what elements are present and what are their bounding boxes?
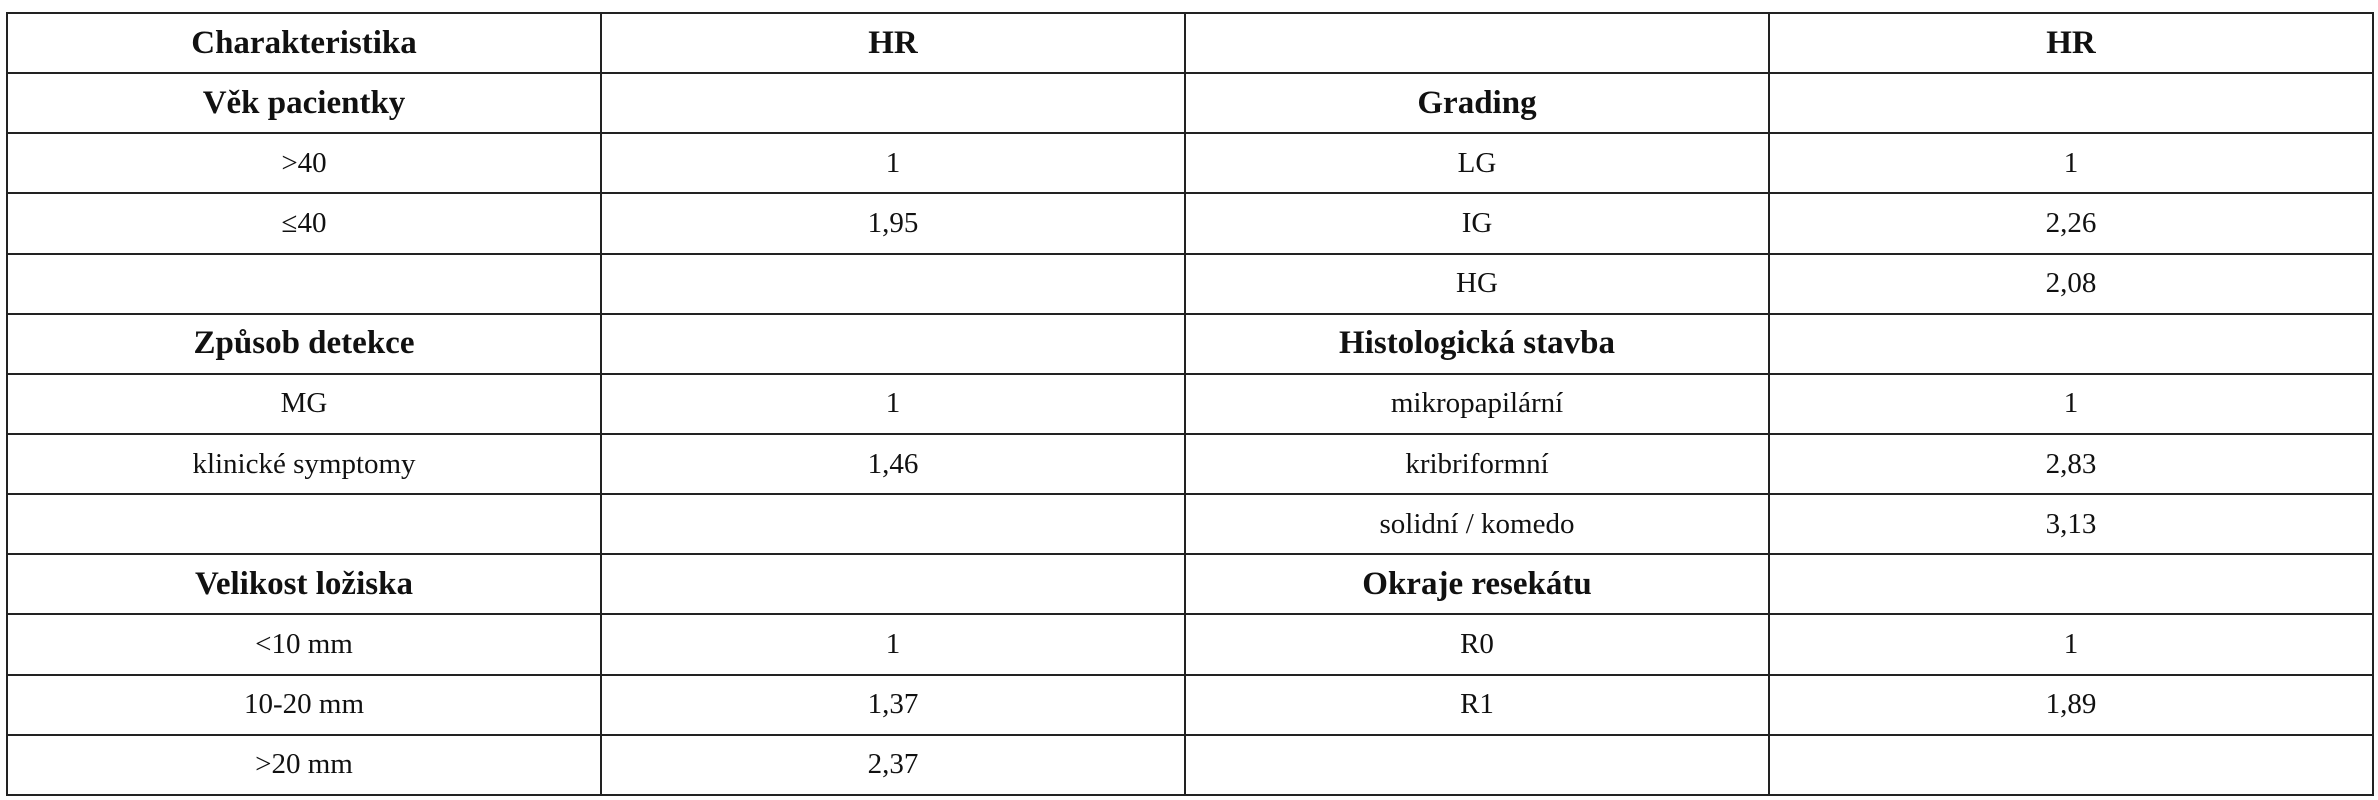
table-row bbox=[7, 314, 2373, 374]
hr-value-right: 2,26 bbox=[1769, 193, 2373, 253]
category-label-left: MG bbox=[7, 374, 601, 434]
category-label-left: 10-20 mm bbox=[7, 675, 601, 735]
table-row bbox=[7, 614, 2373, 674]
table-row bbox=[7, 374, 2373, 434]
category-label-right: IG bbox=[1185, 193, 1769, 253]
hr-value-left: 1 bbox=[601, 133, 1185, 193]
table-row bbox=[7, 434, 2373, 494]
category-label-right: mikropapilární bbox=[1185, 374, 1769, 434]
table-row bbox=[7, 735, 2373, 795]
category-label-right: solidní / komedo bbox=[1185, 494, 1769, 554]
hr-value-left: 1 bbox=[601, 614, 1185, 674]
header-hr-left: HR bbox=[601, 13, 1185, 73]
category-label-left: <10 mm bbox=[7, 614, 601, 674]
category-label-left: ≤40 bbox=[7, 193, 601, 253]
category-label-left: klinické symptomy bbox=[7, 434, 601, 494]
hr-value-right bbox=[1769, 554, 2373, 614]
hr-value-right bbox=[1769, 314, 2373, 374]
hr-value-left bbox=[601, 494, 1185, 554]
category-label-left: >40 bbox=[7, 133, 601, 193]
table-row bbox=[7, 494, 2373, 554]
hr-value-right: 3,13 bbox=[1769, 494, 2373, 554]
hr-value-left bbox=[601, 73, 1185, 133]
category-label-right: R0 bbox=[1185, 614, 1769, 674]
category-label-right bbox=[1185, 735, 1769, 795]
header-characteristic: Charakteristika bbox=[7, 13, 601, 73]
section-label-right: Grading bbox=[1185, 73, 1769, 133]
category-label-right: R1 bbox=[1185, 675, 1769, 735]
section-label-right: Okraje resekátu bbox=[1185, 554, 1769, 614]
table-row bbox=[7, 554, 2373, 614]
table-row bbox=[7, 133, 2373, 193]
hr-value-left bbox=[601, 554, 1185, 614]
category-label-left: >20 mm bbox=[7, 735, 601, 795]
hr-value-left: 1 bbox=[601, 374, 1185, 434]
table-row bbox=[7, 254, 2373, 314]
hr-value-right: 1,89 bbox=[1769, 675, 2373, 735]
hazard-ratio-table bbox=[6, 12, 2374, 796]
hr-value-right: 2,08 bbox=[1769, 254, 2373, 314]
hr-value-right bbox=[1769, 73, 2373, 133]
hr-value-right: 2,83 bbox=[1769, 434, 2373, 494]
table-row bbox=[7, 193, 2373, 253]
table-header-row bbox=[7, 13, 2373, 73]
section-label-left: Velikost ložiska bbox=[7, 554, 601, 614]
hr-value-left: 2,37 bbox=[601, 735, 1185, 795]
header-hr-right: HR bbox=[1769, 13, 2373, 73]
hr-value-left bbox=[601, 314, 1185, 374]
hr-value-left: 1,37 bbox=[601, 675, 1185, 735]
hr-value-left: 1,46 bbox=[601, 434, 1185, 494]
table-row bbox=[7, 675, 2373, 735]
table-row bbox=[7, 73, 2373, 133]
category-label-right: kribriformní bbox=[1185, 434, 1769, 494]
section-label-left: Způsob detekce bbox=[7, 314, 601, 374]
hr-value-left: 1,95 bbox=[601, 193, 1185, 253]
hr-value-left bbox=[601, 254, 1185, 314]
category-label-right: HG bbox=[1185, 254, 1769, 314]
category-label-right: LG bbox=[1185, 133, 1769, 193]
hr-value-right: 1 bbox=[1769, 133, 2373, 193]
header-characteristic-right bbox=[1185, 13, 1769, 73]
category-label-left bbox=[7, 254, 601, 314]
section-label-right: Histologická stavba bbox=[1185, 314, 1769, 374]
hr-value-right bbox=[1769, 735, 2373, 795]
category-label-left bbox=[7, 494, 601, 554]
section-label-left: Věk pacientky bbox=[7, 73, 601, 133]
hr-value-right: 1 bbox=[1769, 614, 2373, 674]
hr-value-right: 1 bbox=[1769, 374, 2373, 434]
